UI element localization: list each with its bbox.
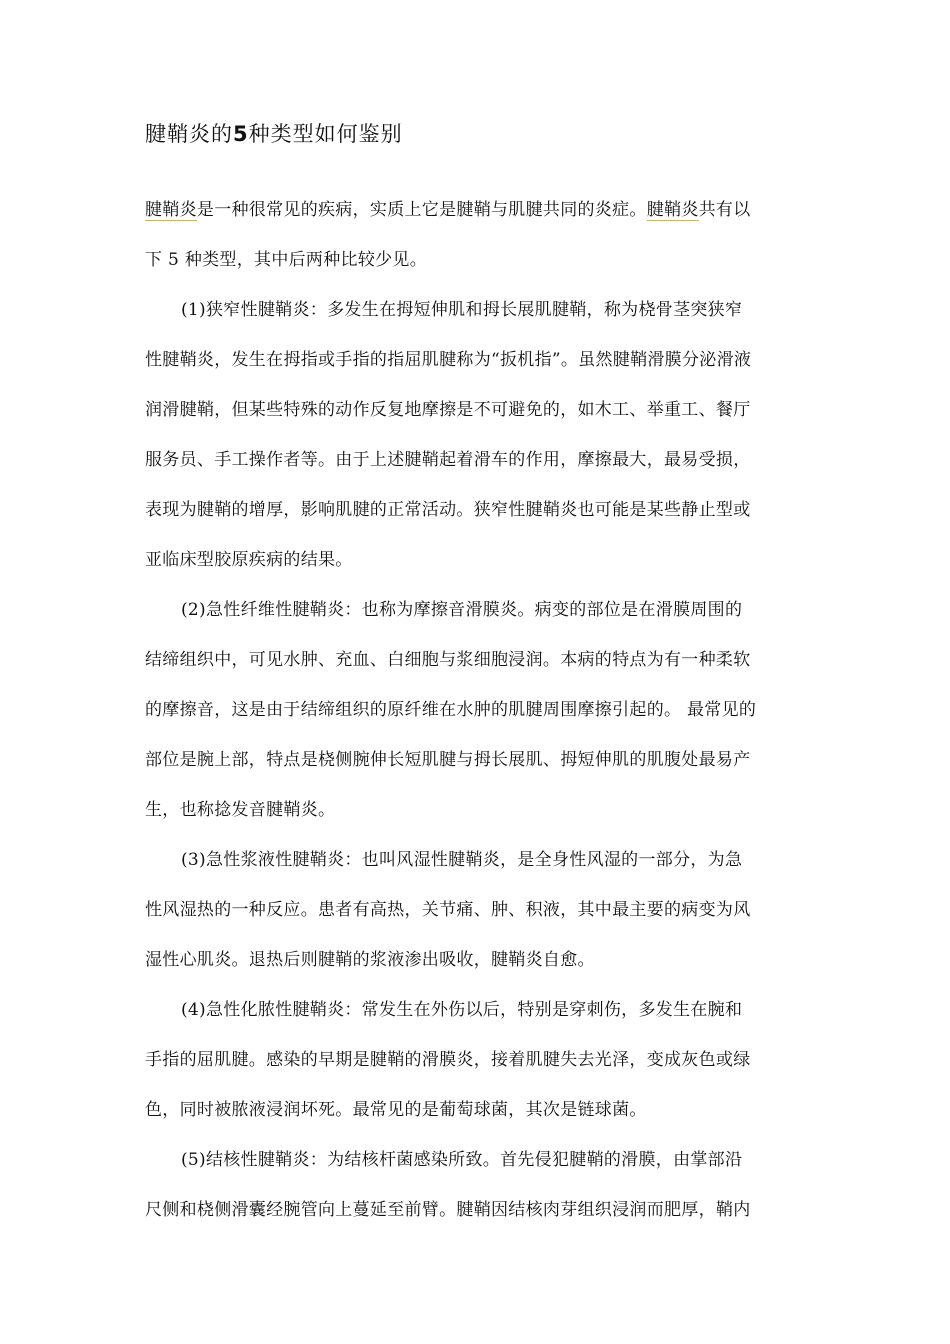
paragraph-line: 亚临床型胶原疾病的结果。: [145, 550, 353, 570]
paragraph-line: 性腱鞘炎，发生在拇指或手指的指屈肌腱称为“扳机指”。虽然腱鞘滑膜分泌滑液: [145, 350, 752, 370]
paragraph-line: (4)急性化脓性腱鞘炎：常发生在外伤以后，特别是穿刺伤，多发生在腕和: [181, 1000, 743, 1020]
paragraph-line: 尺侧和桡侧滑囊经腕管向上蔓延至前臂。腱鞘因结核肉芽组织浸润而肥厚，鞘内: [145, 1200, 751, 1220]
paragraph-line: 手指的屈肌腱。感染的早期是腱鞘的滑膜炎，接着肌腱失去光泽，变成灰色或绿: [145, 1050, 751, 1070]
paragraph-line: 色，同时被脓液浸润坏死。最常见的是葡萄球菌，其次是链球菌。: [145, 1100, 647, 1120]
title-text-before: 腱鞘炎的: [145, 122, 233, 146]
intro-line-1: [145, 190, 810, 240]
intro-text: 共有以: [698, 200, 751, 220]
intro-text: 是一种很常见的疾病，实质上它是腱鞘与肌腱共同的炎症。: [196, 200, 647, 220]
paragraph-line: (1)狭窄性腱鞘炎：多发生在拇短伸肌和拇长展肌腱鞘，称为桡骨茎突狭窄: [181, 300, 743, 320]
paragraph-line: 生，也称捻发音腱鞘炎。: [145, 800, 336, 820]
intro-line-2: 下 5 种类型，其中后两种比较少见。: [145, 250, 428, 270]
paragraph-line: 性风湿热的一种反应。患者有高热，关节痛、肿、积液，其中最主要的病变为风: [145, 900, 751, 920]
paragraph-line: (3)急性浆液性腱鞘炎：也叫风湿性腱鞘炎，是全身性风湿的一部分，为急: [181, 850, 743, 870]
paragraph-type-3: [145, 840, 810, 990]
paragraph-line: (5)结核性腱鞘炎：为结核杆菌感染所致。首先侵犯腱鞘的滑膜，由掌部沿: [181, 1150, 743, 1170]
paragraph-line: 的摩擦音，这是由于结缔组织的原纤维在水肿的肌腱周围摩擦引起的。 最常见的: [145, 700, 757, 720]
paragraph-line: (2)急性纤维性腱鞘炎：也称为摩擦音滑膜炎。病变的部位是在滑膜周围的: [181, 600, 743, 620]
paragraph-line: 湿性心肌炎。退热后则腱鞘的浆液渗出吸收，腱鞘炎自愈。: [145, 950, 595, 970]
paragraph-type-4: [145, 990, 810, 1140]
paragraph-line: 表现为腱鞘的增厚，影响肌腱的正常活动。狭窄性腱鞘炎也可能是某些静止型或: [145, 500, 751, 520]
paragraph-type-5: [145, 1140, 810, 1240]
paragraph-type-1: [145, 290, 810, 590]
document-title: [145, 118, 403, 148]
document-body: [145, 190, 810, 1240]
paragraph-line: 润滑腱鞘，但某些特殊的动作反复地摩擦是不可避免的，如木工、举重工、餐厅: [145, 400, 751, 420]
title-number: 5: [233, 122, 249, 146]
paragraph-line: 部位是腕上部，特点是桡侧腕伸长短肌腱与拇长展肌、拇短伸肌的肌腹处最易产: [145, 750, 751, 770]
title-text-after: 种类型如何鉴别: [248, 122, 403, 146]
paragraph-line: 结缔组织中，可见水肿、充血、白细胞与浆细胞浸润。本病的特点为有一种柔软: [145, 650, 751, 670]
keyword-link[interactable]: 腱鞘炎: [145, 200, 197, 220]
paragraph-line: 服务员、手工操作者等。由于上述腱鞘起着滑车的作用，摩擦最大，最易受损，: [145, 450, 751, 470]
paragraph-type-2: [145, 590, 810, 840]
keyword-link[interactable]: 腱鞘炎: [646, 200, 699, 220]
